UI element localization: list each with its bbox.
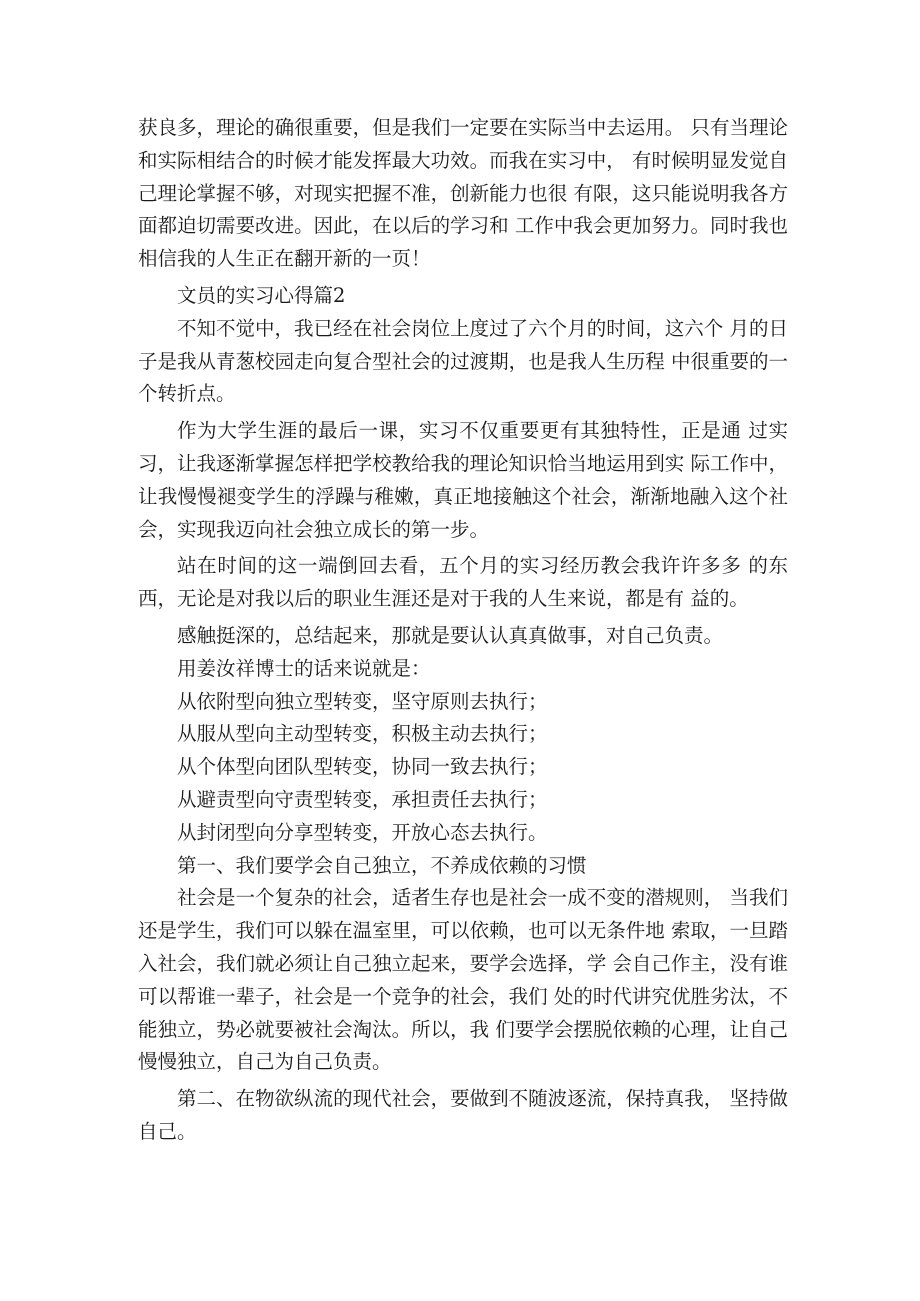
list-item: 从封闭型向分享型转变，开放心态去执行。 [177, 820, 548, 844]
paragraph-last-lesson: 作为大学生涯的最后一课，实习不仅重要更有其独特性，正是通 过实习，让我逐渐掌握怎样把学校教给我的理论知识恰当地运用到实 际工作中，让我慢慢褪变学生的浮躁与稚嫩，真正地接触这个社会，渐渐地融入这个社会，实现我迈向社会独立成长的第一步。 [138, 419, 788, 541]
paragraph-intro-conclusion: 获良多，理论的确很重要，但是我们一定要在实际当中去运用。 只有当理论和实际相结合的时候才能发挥最大功效。而我在实习中， 有时候明显发觉自己理论掌握不够，对现实把握不准，创新能力也很 有限，这只能说明我各方面都迫切需要改进。因此，在以后的学习和 工作中我会更加努力。同时我也相信我的人生正在翻开新的一页！ [138, 116, 788, 271]
document-page [138, 112, 788, 1153]
paragraph-quote-intro: 用姜汝祥博士的话来说就是： [177, 656, 431, 680]
list-item: 从服从型向主动型转变，积极主动去执行； [177, 722, 548, 746]
paragraph-six-months: 不知不觉中，我已经在社会岗位上度过了六个月的时间，这六个 月的日子是我从青葱校园走向复合型社会的过渡期，也是我人生历程 中很重要的一个转折点。 [138, 316, 788, 406]
list-item: 从避责型向守责型转变，承担责任去执行； [177, 787, 548, 811]
paragraph-summary: 感触挺深的，总结起来，那就是要认认真真做事，对自己负责。 [177, 623, 724, 647]
paragraph-second-point: 第二、在物欲纵流的现代社会，要做到不随波逐流，保持真我， 坚持做自己。 [138, 1087, 788, 1143]
paragraph-looking-back: 站在时间的这一端倒回去看，五个月的实习经历教会我许许多多 的东西，无论是对我以后的职业生涯还是对于我的人生来说，都是有 益的。 [138, 554, 788, 611]
subheading-first: 第一、我们要学会自己独立，不养成依赖的习惯 [177, 853, 587, 877]
paragraph-independence: 社会是一个复杂的社会，适者生存也是社会一成不变的潜规则， 当我们还是学生，我们可以躲在温室里，可以依赖，也可以无条件地 索取，一旦踏入社会，我们就必须让自己独立起来，要学会选择，学 会自己作主，没有谁可以帮谁一辈子，社会是一个竞争的社会，我们 处的时代讲究优胜劣汰，不能独立，势必就要被社会淘汰。所以，我 们要学会摆脱依赖的心理，让自己慢慢独立，自己为自己负责。 [138, 886, 788, 1074]
list-item: 从个体型向团队型转变，协同一致去执行； [177, 755, 548, 779]
section-heading: 文员的实习心得篇2 [177, 283, 346, 307]
list-item: 从依附型向独立型转变，坚守原则去执行； [177, 689, 548, 713]
